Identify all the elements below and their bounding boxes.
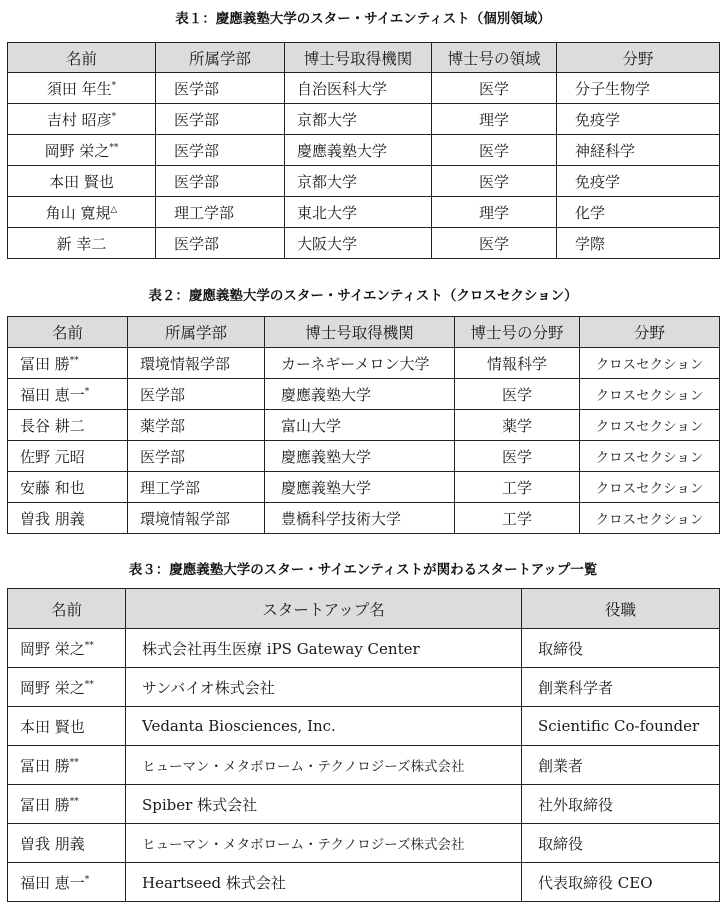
field-cell: 免疫学 bbox=[557, 104, 720, 135]
field-cell: 分子生物学 bbox=[557, 73, 720, 104]
table2-header-area: 博士号の分野 bbox=[455, 317, 580, 348]
name-cell: 長谷 耕二 bbox=[8, 410, 128, 441]
table1-header-name: 名前 bbox=[8, 43, 156, 73]
name-cell: 冨田 勝** bbox=[8, 785, 126, 824]
area-cell: 工学 bbox=[455, 503, 580, 534]
table2 bbox=[7, 316, 720, 534]
field-cell: クロスセクション bbox=[580, 503, 720, 534]
table-row bbox=[8, 629, 720, 668]
table-row bbox=[8, 348, 720, 379]
table2-header-name: 名前 bbox=[8, 317, 128, 348]
field-cell: クロスセクション bbox=[580, 348, 720, 379]
table3-header-role: 役職 bbox=[522, 589, 720, 629]
area-cell: 理学 bbox=[432, 197, 557, 228]
inst-cell: 大阪大学 bbox=[285, 228, 432, 259]
inst-cell: カーネギーメロン大学 bbox=[265, 348, 455, 379]
startup-cell: Spiber 株式会社 bbox=[126, 785, 522, 824]
startup-cell: サンバイオ株式会社 bbox=[126, 668, 522, 707]
table3-caption: 表３：慶應義塾大学のスター・サイエンティストが関わるスタートアップ一覧 bbox=[128, 562, 598, 578]
dept-cell: 理工学部 bbox=[156, 197, 285, 228]
role-cell: 社外取締役 bbox=[522, 785, 720, 824]
inst-cell: 慶應義塾大学 bbox=[265, 379, 455, 410]
dept-cell: 環境情報学部 bbox=[128, 503, 265, 534]
inst-cell: 富山大学 bbox=[265, 410, 455, 441]
table-row bbox=[8, 863, 720, 902]
field-cell: クロスセクション bbox=[580, 410, 720, 441]
area-cell: 医学 bbox=[432, 228, 557, 259]
table-row bbox=[8, 197, 720, 228]
table1-header-inst: 博士号取得機関 bbox=[285, 43, 432, 73]
table-row bbox=[8, 441, 720, 472]
area-cell: 情報科学 bbox=[455, 348, 580, 379]
name-cell: 本田 賢也 bbox=[8, 707, 126, 746]
dept-cell: 医学部 bbox=[156, 166, 285, 197]
table-row bbox=[8, 104, 720, 135]
inst-cell: 慶應義塾大学 bbox=[285, 135, 432, 166]
table2-header-inst: 博士号取得機関 bbox=[265, 317, 455, 348]
table-row bbox=[8, 379, 720, 410]
name-cell: 岡野 栄之** bbox=[8, 668, 126, 707]
table-row bbox=[8, 472, 720, 503]
name-cell: 吉村 昭彦* bbox=[8, 104, 156, 135]
area-cell: 工学 bbox=[455, 472, 580, 503]
table-row bbox=[8, 503, 720, 534]
role-cell: 取締役 bbox=[522, 629, 720, 668]
role-cell: 創業者 bbox=[522, 746, 720, 785]
table1 bbox=[7, 42, 720, 259]
name-cell: 角山 寛規△ bbox=[8, 197, 156, 228]
table-row bbox=[8, 410, 720, 441]
inst-cell: 慶應義塾大学 bbox=[265, 472, 455, 503]
inst-cell: 東北大学 bbox=[285, 197, 432, 228]
table1-header-area: 博士号の領域 bbox=[432, 43, 557, 73]
table3-header-startup: スタートアップ名 bbox=[126, 589, 522, 629]
table1-header-dept: 所属学部 bbox=[156, 43, 285, 73]
startup-cell: ヒューマン・メタボローム・テクノロジーズ株式会社 bbox=[126, 746, 522, 785]
table3-header-name: 名前 bbox=[8, 589, 126, 629]
name-cell: 冨田 勝** bbox=[8, 746, 126, 785]
role-cell: 創業科学者 bbox=[522, 668, 720, 707]
dept-cell: 医学部 bbox=[156, 104, 285, 135]
name-cell: 須田 年生* bbox=[8, 73, 156, 104]
role-cell: Scientific Co-founder bbox=[522, 707, 720, 746]
table-row bbox=[8, 135, 720, 166]
startup-cell: 株式会社再生医療 iPS Gateway Center bbox=[126, 629, 522, 668]
field-cell: 化学 bbox=[557, 197, 720, 228]
name-cell: 福田 恵一* bbox=[8, 863, 126, 902]
table-row bbox=[8, 668, 720, 707]
name-cell: 新 幸二 bbox=[8, 228, 156, 259]
inst-cell: 京都大学 bbox=[285, 104, 432, 135]
table1-caption: 表１：慶應義塾大学のスター・サイエンティスト（個別領域） bbox=[175, 11, 551, 27]
field-cell: クロスセクション bbox=[580, 441, 720, 472]
table2-header-dept: 所属学部 bbox=[128, 317, 265, 348]
area-cell: 医学 bbox=[432, 73, 557, 104]
startup-cell: ヒューマン・メタボローム・テクノロジーズ株式会社 bbox=[126, 824, 522, 863]
field-cell: 神経科学 bbox=[557, 135, 720, 166]
startup-cell: Vedanta Biosciences, Inc. bbox=[126, 707, 522, 746]
dept-cell: 医学部 bbox=[156, 228, 285, 259]
table1-header-field: 分野 bbox=[557, 43, 720, 73]
table2-header-field: 分野 bbox=[580, 317, 720, 348]
table-row bbox=[8, 73, 720, 104]
table-row bbox=[8, 746, 720, 785]
area-cell: 薬学 bbox=[455, 410, 580, 441]
table-row bbox=[8, 707, 720, 746]
dept-cell: 薬学部 bbox=[128, 410, 265, 441]
area-cell: 理学 bbox=[432, 104, 557, 135]
dept-cell: 医学部 bbox=[156, 73, 285, 104]
inst-cell: 慶應義塾大学 bbox=[265, 441, 455, 472]
table3 bbox=[7, 588, 720, 902]
inst-cell: 京都大学 bbox=[285, 166, 432, 197]
startup-cell: Heartseed 株式会社 bbox=[126, 863, 522, 902]
field-cell: クロスセクション bbox=[580, 472, 720, 503]
role-cell: 取締役 bbox=[522, 824, 720, 863]
area-cell: 医学 bbox=[455, 441, 580, 472]
inst-cell: 自治医科大学 bbox=[285, 73, 432, 104]
dept-cell: 環境情報学部 bbox=[128, 348, 265, 379]
name-cell: 安藤 和也 bbox=[8, 472, 128, 503]
dept-cell: 医学部 bbox=[128, 379, 265, 410]
name-cell: 冨田 勝** bbox=[8, 348, 128, 379]
table-row bbox=[8, 785, 720, 824]
role-cell: 代表取締役 CEO bbox=[522, 863, 720, 902]
name-cell: 曽我 朋義 bbox=[8, 824, 126, 863]
table-row bbox=[8, 824, 720, 863]
name-cell: 福田 恵一* bbox=[8, 379, 128, 410]
table2-caption: 表２：慶應義塾大学のスター・サイエンティスト（クロスセクション） bbox=[148, 288, 578, 304]
dept-cell: 理工学部 bbox=[128, 472, 265, 503]
field-cell: クロスセクション bbox=[580, 379, 720, 410]
name-cell: 本田 賢也 bbox=[8, 166, 156, 197]
area-cell: 医学 bbox=[432, 166, 557, 197]
name-cell: 佐野 元昭 bbox=[8, 441, 128, 472]
dept-cell: 医学部 bbox=[128, 441, 265, 472]
field-cell: 学際 bbox=[557, 228, 720, 259]
inst-cell: 豊橋科学技術大学 bbox=[265, 503, 455, 534]
field-cell: 免疫学 bbox=[557, 166, 720, 197]
area-cell: 医学 bbox=[455, 379, 580, 410]
table-row bbox=[8, 228, 720, 259]
area-cell: 医学 bbox=[432, 135, 557, 166]
dept-cell: 医学部 bbox=[156, 135, 285, 166]
name-cell: 岡野 栄之** bbox=[8, 629, 126, 668]
table-row bbox=[8, 166, 720, 197]
name-cell: 曽我 朋義 bbox=[8, 503, 128, 534]
name-cell: 岡野 栄之** bbox=[8, 135, 156, 166]
